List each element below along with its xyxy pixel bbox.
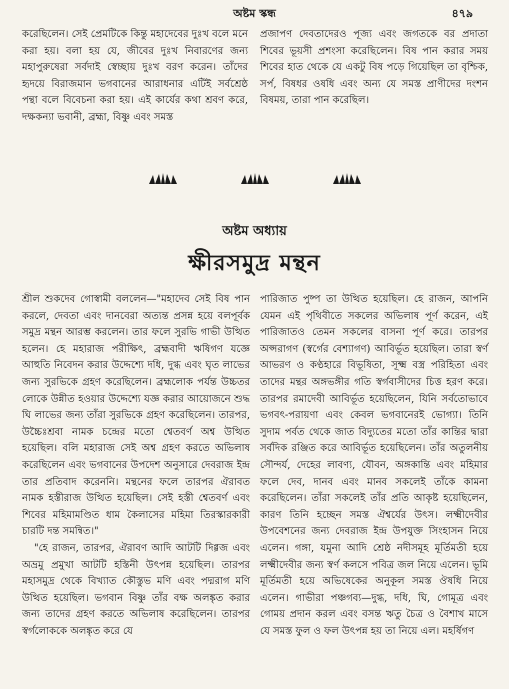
chapter-title: ক্ষীরসমুদ্র মন্থন — [188, 250, 321, 276]
top-left-column — [22, 27, 248, 127]
top-right-paragraph: প্রজাপণ দেবতাদেরও পূজ্য এবং জগতকে বর প্রদাতা শিবের ভূয়সী প্রশংসা করেছিলেন। বিষ পান করার সময় শিবের হাত থেকে যে একটু বিষ পড়ে গিয়েছিল তা বৃশ্চিক, সর্প, বিষধর ওষধি এবং অন্য যে সমস্ত প্রাণীদের দংশন বিষময়, তারা পান করেছিল। — [260, 29, 488, 107]
section-divider — [0, 172, 509, 188]
top-right-column — [260, 27, 488, 110]
ornament-icon — [331, 172, 363, 188]
chapter-number: অষ্টম অধ্যায় — [222, 224, 287, 239]
ornament-icon — [239, 172, 271, 188]
top-left-paragraph: করেছিলেন। সেই প্রেমটিকে কিন্তু মহাদেবের দুঃখ বলে মনে করা হয়। বলা হয় যে, জীবের দুঃখ নিবারণের জন্য মহাপুরুষেরা সর্বদাই স্বেচ্ছায় দুঃখ বরণ করেন। তাঁদের হৃদয়ে বিরাজমান ভগবানের আরাধনার এটিই সর্বশ্রেষ্ঠ পন্থা বলে বিবেচনা করা হয়। এই কার্যের কথা শ্রবণ করে, দক্ষকন্যা ভবানী, ব্রহ্মা, বিষ্ণু এবং সমস্ত — [22, 29, 248, 123]
page-number: ৪৭৯ — [451, 7, 473, 20]
running-title: অষ্টম স্কন্ধ — [233, 7, 276, 20]
body-left-column — [22, 292, 250, 640]
body-paragraph: শ্রীল শুকদেব গোস্বামী বললেন—"মহাদেব সেই বিষ পান করলে, দেবতা এবং দানবেরা অত্যন্ত প্রসন্ন হয়ে বলপূর্বক সমুদ্র মন্থন আরম্ভ করলেন। তার ফলে সুরভি গাভী উত্থিত হলেন। হে মহারাজ পরীক্ষিৎ, ব্রহ্মবাদী ঋষিগণ যজ্ঞে আহুতি নিবেদন করার উদ্দেশ্যে দধি, দুগ্ধ এবং ঘৃত লাভের জন্য সুরভিকে গ্রহণ করেছিলেন। ব্রহ্মলোক পর্যন্ত উচ্চতর লোকে উন্নীত হওয়ার উদ্দেশ্যে যজ্ঞ করার আয়োজনে শুদ্ধ ঘি লাভের জন্য তাঁরা সুরভিকে গ্রহণ করেছিলেন। তারপর, উচ্চৈঃশ্রবা নামক চন্দ্রের মতো শ্বেতবর্ণ অশ্ব উত্থিত হয়েছিল। বলি মহারাজ সেই অশ্ব গ্রহণ করতে অভিলাষ করেছিলেন এবং ভগবানের উপদেশ অনুসারে দেবরাজ ইন্দ্র তার প্রতিবাদ করেননি। মন্থনের ফলে তারপর ঐরাবত নামক হস্তীরাজ উত্থিত হয়েছিল। সেই হস্তী শ্বেতবর্ণ এবং শিবের মহিমামণ্ডিত ধাম কৈলাসের মহিমা তিরস্কারকারী চারটি দন্ত সমন্বিত।" — [22, 294, 250, 538]
body-paragraph: "হে রাজন, তারপর, ঐরাবণ আদি আটটি দিগ্গজ এবং অভ্রমু প্রমুখা আটটি হস্তিনী উৎপন্ন হয়েছিল। তারপর মহাসমুদ্র থেকে বিখ্যাত কৌস্তুভ মণি এবং পদ্মরাগ মণি উত্থিত হয়েছিল। ভগবান বিষ্ণু তাঁর বক্ষ অলঙ্কৃত করার জন্য তাদের গ্রহণ করতে অভিলাষ করেছিলেন। তারপর স্বর্গলোককে অলঙ্কৃত করে যে — [22, 542, 250, 637]
body-right-column — [260, 292, 488, 640]
ornament-icon — [147, 172, 179, 188]
body-paragraph: পারিজাত পুষ্প তা উত্থিত হয়েছিল। হে রাজন, আপনি যেমন এই পৃথিবীতে সকলের অভিলাষ পূর্ণ করেন, এই পারিজাতও তেমন সকলের বাসনা পূর্ণ করে। তারপর অপ্সরাগণ (স্বর্গের বেশ্যাগণ) আবির্ভূত হয়েছিল। তারা স্বর্ণ আভরণ ও কণ্ঠহারে বিভূষিতা, সূক্ষ্ম বস্ত্র পরিহিতা এবং তাদের মন্থর অঙ্গভঙ্গীর গতি স্বর্গবাসীদের চিত্ত হরণ করে। তারপর রমাদেবী আবির্ভূত হয়েছিলেন, যিনি সর্বতোভাবে ভগবৎ-পরায়ণা এবং কেবল ভগবানেরই ভোগ্যা। তিনি সুদাম পর্বত থেকে জাত বিদ্যুতের মতো তাঁর কান্তির দ্বারা সর্বদিক রঞ্জিত করে আবির্ভূত হয়েছিলেন। তাঁর অতুলনীয় সৌন্দর্য, দেহের লাবণ্য, যৌবন, অঙ্গকান্তি এবং মহিমার ফলে দেব, দানব এবং মানব সকলেই তাঁকে কামনা করেছিলেন। তাঁরা সকলেই তাঁর প্রতি আকৃষ্ট হয়েছিলেন, কারণ তিনি হচ্ছেন সমস্ত ঐশ্বর্যের উৎস। লক্ষ্মীদেবীর উপবেশনের জন্য দেবরাজ ইন্দ্র উপযুক্ত সিংহাসন নিয়ে এলেন। গঙ্গা, যমুনা আদি শ্রেষ্ঠ নদীসমূহ মূর্তিমতী হয়ে লক্ষ্মীদেবীর জন্য স্বর্ণ কলসে পবিত্র জল নিয়ে এলেন। ভূমি মূর্তিমতী হয়ে অভিষেকের অনুকূল সমস্ত ঔষধি নিয়ে এলেন। গাভীরা পঞ্চগব্য—দুগ্ধ, দধি, ঘি, গোমূত্র এবং গোময় প্রদান করল এবং বসন্ত ঋতু চৈত্র ও বৈশাখ মাসে যে সমস্ত ফুল ও ফল উৎপন্ন হয় তা নিয়ে এল। মহর্ষিগণ — [260, 294, 488, 637]
